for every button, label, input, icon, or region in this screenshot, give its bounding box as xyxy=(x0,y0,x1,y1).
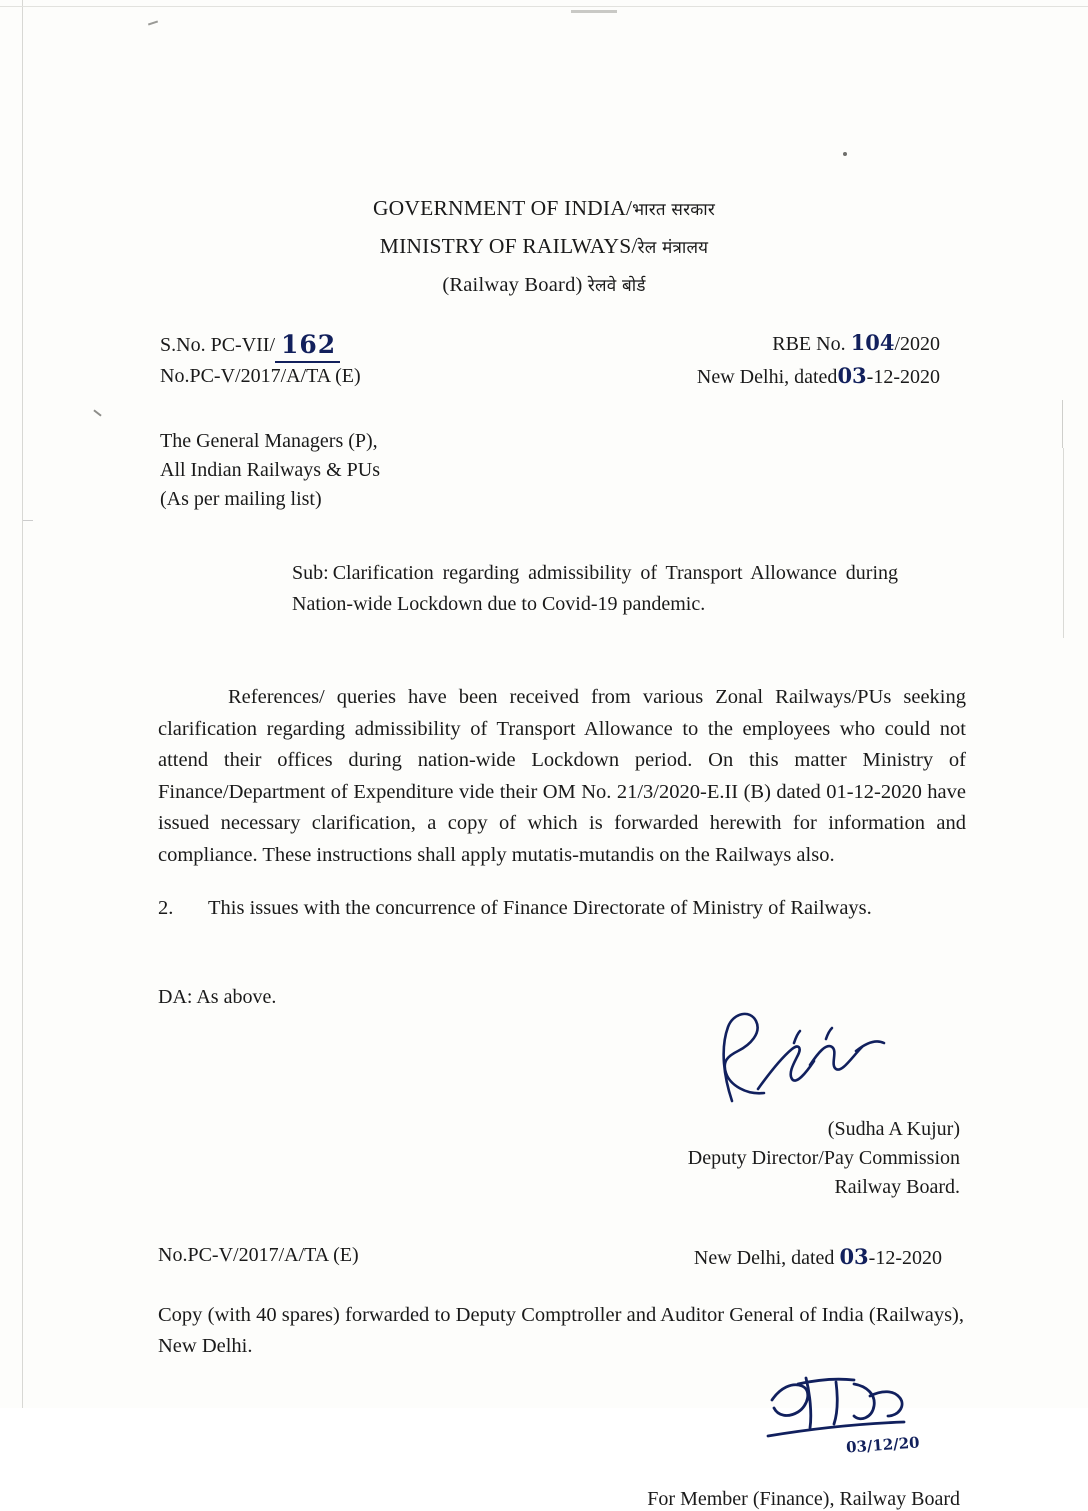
serial-number-value: 162 xyxy=(275,329,340,363)
endorsement-copy-text: Copy (with 40 spares) forwarded to Deputy Comptroller and Auditor General of India (Railways), New Delhi. xyxy=(158,1304,964,1357)
rbe-value: 104 xyxy=(850,330,895,355)
date-rest: -12-2020 xyxy=(866,366,940,388)
rbe-label: RBE No. xyxy=(772,333,851,355)
rbe-year: /2020 xyxy=(894,333,940,355)
endorsement-reference-row xyxy=(0,1244,1088,1278)
letterhead-line3-en: (Railway Board) xyxy=(442,274,588,296)
endorsement-date-rest: -12-2020 xyxy=(868,1247,942,1269)
letterhead-line1-hi: भारत सरकार xyxy=(632,200,716,220)
signatory-name: (Sudha A Kujur) xyxy=(827,1118,960,1140)
addressee-block xyxy=(160,427,1088,514)
letterhead xyxy=(0,196,1088,297)
letterhead-line-ministry xyxy=(0,234,1088,259)
addressee-line-3: (As per mailing list) xyxy=(160,488,322,510)
endorsement-place-label: New Delhi, dated xyxy=(693,1247,840,1269)
body-clause-2 xyxy=(158,893,966,924)
reference-left xyxy=(160,327,361,392)
signatory-designation: Deputy Director/Pay Commission xyxy=(687,1147,960,1169)
file-number: No.PC-V/2017/A/TA (E) xyxy=(160,365,361,387)
reference-right xyxy=(697,327,940,393)
subject-block xyxy=(292,558,898,620)
clause-number: 2. xyxy=(158,897,174,919)
reference-row xyxy=(0,327,1088,393)
endorsement-date-day-handwritten: 03 xyxy=(839,1244,869,1269)
serial-number-line xyxy=(160,327,361,361)
subject-text: Clarification regarding admissibility of Transport Allowance during Nation-wide Lockdown due to Covid-19 pandemic. xyxy=(292,562,898,615)
letterhead-line2-hi: रेल मंत्रालय xyxy=(637,238,709,258)
letterhead-line1-en: GOVERNMENT OF INDIA/ xyxy=(372,196,633,220)
signatory-office: Railway Board. xyxy=(834,1176,960,1198)
place-label: New Delhi, dated xyxy=(696,366,838,388)
letterhead-line3-hi: रेलवे बोर्ड xyxy=(587,276,646,296)
addressee-line-2: All Indian Railways & PUs xyxy=(160,459,380,481)
letterhead-line-government xyxy=(0,196,1088,221)
endorsement-place-date xyxy=(694,1244,942,1270)
addressee-line-1: The General Managers (P), xyxy=(160,430,378,452)
letterhead-line2-en: MINISTRY OF RAILWAYS/ xyxy=(379,234,638,258)
for-member-finance-line: For Member (Finance), Railway Board xyxy=(647,1488,960,1510)
letterhead-line-board xyxy=(0,273,1088,297)
place-date-line xyxy=(697,360,940,393)
handwritten-signature-icon xyxy=(698,1003,898,1113)
second-signature-date: 03/12/20 xyxy=(845,1433,921,1457)
signature-block xyxy=(0,1003,960,1202)
enclosure-note: DA: As above. xyxy=(158,986,277,1008)
endorsement-file-number: No.PC-V/2017/A/TA (E) xyxy=(158,1244,359,1266)
body-paragraph-1: References/ queries have been received from various Zonal Railways/PUs seeking clarification regarding admissibility of Transport Allowance to the employees who could not attend their offices during nation-wide Lockdown period. On this matter Ministry of Finance/Department of Expenditure vide their OM No. 21/3/2020-E.II (B) dated 01-12-2020 have issued necessary clarification, a copy of which is forwarded herewith for information and compliance. These instructions shall apply mutatis-mutandis on the Railways also. xyxy=(158,686,966,866)
subject-label: Sub: xyxy=(292,562,329,584)
rbe-number-line xyxy=(697,327,940,360)
second-signature-block xyxy=(0,1366,1088,1484)
clause-text: This issues with the concurrence of Finance Directorate of Ministry of Railways. xyxy=(208,897,872,919)
date-day-handwritten: 03 xyxy=(837,363,867,388)
serial-number-label: S.No. PC-VII/ xyxy=(160,334,276,356)
